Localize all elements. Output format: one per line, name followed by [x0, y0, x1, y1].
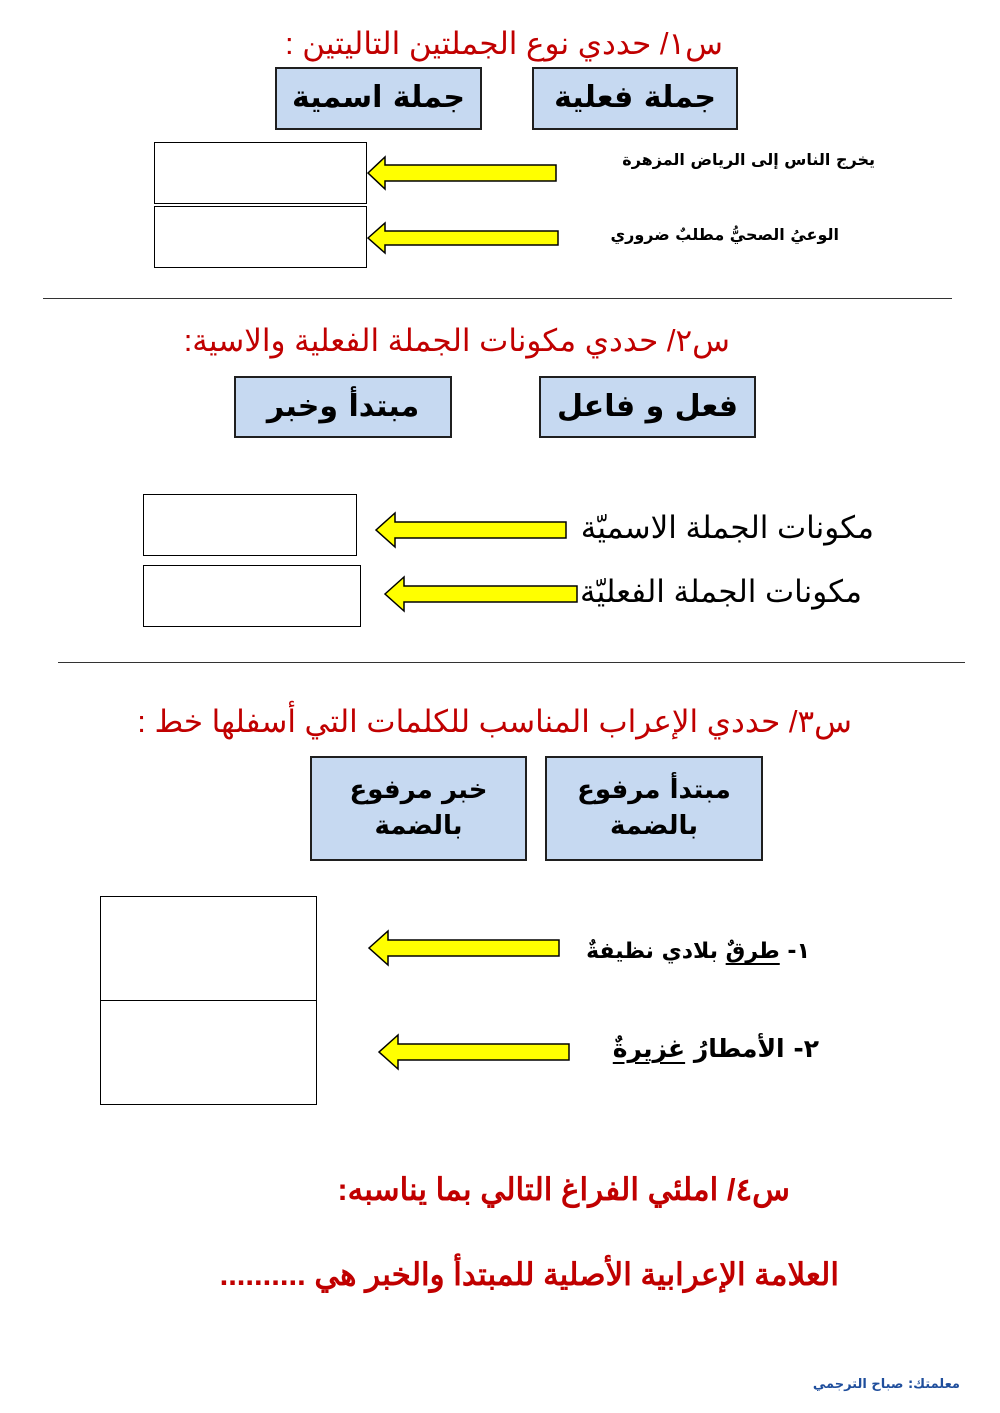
arrow-icon [367, 156, 557, 190]
q2-sentence-1: مكونات الجملة الاسميّة [580, 510, 874, 545]
answer-box-q3-2[interactable] [100, 1000, 317, 1105]
underlined-word: طرقٌ [725, 939, 780, 964]
q1-sentence-1: يخرج الناس إلى الرياض المزهرة [622, 150, 875, 169]
q4-title: س٤/ املئي الفراغ التالي بما يناسبه: [337, 1172, 790, 1207]
option-nominal-sentence[interactable]: جملة اسمية [275, 67, 482, 130]
q1-title: س١/ حددي نوع الجملتين التاليتين : [285, 26, 723, 61]
arrow-icon [367, 222, 559, 254]
q3-item-2 [613, 1034, 819, 1063]
q1-sentence-2: الوعيُ الصحيُّ مطلبٌ ضروري [610, 225, 839, 244]
answer-box-q1-2[interactable] [154, 206, 367, 268]
item-rest: بلادي نظيفةٌ [586, 939, 718, 964]
option-predicate-nominative[interactable] [310, 756, 527, 861]
item-number: ١- [787, 939, 810, 964]
q3-title: س٣/ حددي الإعراب المناسب للكلمات التي أسفلها خط : [137, 704, 852, 739]
option-verbal-sentence[interactable]: جملة فعلية [532, 67, 738, 130]
option-line: بالضمة [609, 810, 699, 841]
answer-box-q1-1[interactable] [154, 142, 367, 204]
q2-sentence-2: مكونات الجملة الفعليّة [579, 574, 862, 609]
answer-box-q2-1[interactable] [143, 494, 357, 556]
arrow-icon [375, 512, 567, 548]
option-subject-predicate[interactable]: مبتدأ وخبر [234, 376, 452, 438]
arrow-icon [384, 576, 578, 612]
item-first-word: الأمطارُ [693, 1034, 785, 1063]
item-number: ٢- [793, 1034, 819, 1063]
option-line: بالضمة [374, 810, 463, 841]
option-verb-subject[interactable]: فعل و فاعل [539, 376, 756, 438]
option-line: مبتدأ مرفوع [577, 775, 731, 806]
underlined-word: غزيرةٌ [612, 1034, 686, 1063]
q2-title: س٢/ حددي مكونات الجملة الفعلية والاسية: [183, 323, 730, 358]
answer-box-q3-1[interactable] [100, 896, 317, 1001]
option-subject-nominative[interactable] [545, 756, 763, 861]
q4-statement: العلامة الإعرابية الأصلية للمبتدأ والخبر هي .......... [219, 1257, 839, 1292]
option-line: خبر مرفوع [349, 775, 488, 806]
q3-item-1 [586, 939, 810, 964]
divider [58, 662, 965, 663]
arrow-icon [378, 1034, 570, 1070]
teacher-signature: معلمتك: صباح الترجمي [812, 1377, 960, 1392]
arrow-icon [368, 930, 560, 966]
divider [43, 298, 952, 299]
answer-box-q2-2[interactable] [143, 565, 361, 627]
